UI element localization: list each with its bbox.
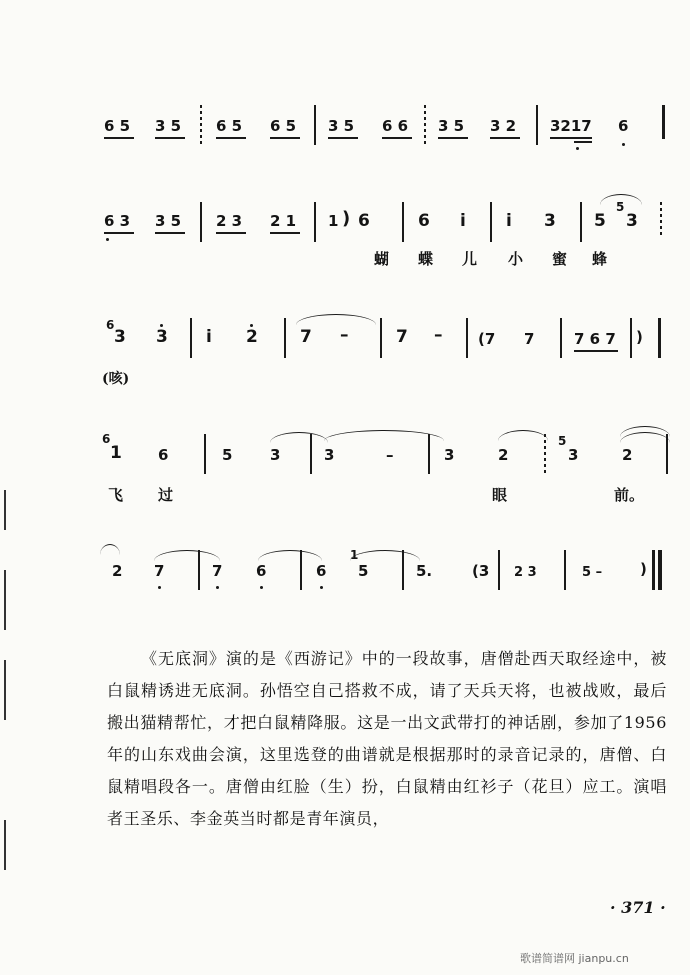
note: 3	[568, 446, 579, 464]
margin-line	[4, 660, 6, 720]
note: 3	[626, 211, 638, 231]
note: 6	[418, 211, 430, 231]
margin-line	[4, 570, 6, 630]
score-row-3	[100, 308, 675, 388]
watermark: 歌谱简谱网 jianpu.cn	[520, 952, 629, 965]
margin-line	[4, 490, 6, 530]
score-row-2	[100, 192, 675, 272]
note: i	[460, 211, 466, 231]
lyric: 前。	[614, 486, 645, 504]
note: 6	[358, 211, 370, 231]
note-group: 3 5	[438, 117, 465, 135]
note: 6	[316, 562, 327, 580]
note: 2	[622, 446, 633, 464]
note: 3	[444, 446, 455, 464]
note: i	[206, 327, 212, 347]
score-row-5	[100, 540, 675, 610]
body-paragraph	[107, 643, 667, 835]
note: 1	[328, 212, 339, 230]
lyric: 飞	[108, 486, 124, 504]
note: 5	[358, 562, 369, 580]
grace-note: 1	[350, 548, 359, 562]
note: 3	[156, 327, 168, 347]
note-group: 6 6	[382, 117, 409, 135]
note: 3	[114, 327, 126, 347]
note-group: 3217	[550, 117, 592, 135]
note-group: 2 3	[514, 565, 537, 580]
body-text: 《无底洞》演的是《西游记》中的一段故事，唐僧赴西天取经途中，被白鼠精诱进无底洞。孙悟空自己搭救不成，请了天兵天将，也被战败，最后搬出猫精帮忙，才把白鼠精降服。这是一出文武带打的神话剧，参加了1956年的山东戏曲会演，这里选登的曲谱就是根据那时的录音记录的，唐僧、白鼠精唱段各一。唐僧由红脸（生）扮，白鼠精由红衫子（花旦）应工。演唱者王圣乐、李金英当时都是青年演员，	[107, 649, 667, 828]
note: –	[386, 446, 394, 464]
note: 2	[246, 327, 258, 347]
lyric: 儿	[462, 250, 478, 268]
note: 2	[112, 562, 123, 580]
note-group: 3 2	[490, 117, 517, 135]
score-row-4	[100, 424, 675, 504]
grace-note: 6	[106, 318, 115, 332]
lyric: 眼	[492, 486, 508, 504]
note: )	[636, 328, 643, 346]
note: 3	[544, 211, 556, 231]
note-group: 6 5	[270, 117, 297, 135]
note: 6	[256, 562, 267, 580]
note: (7	[478, 330, 496, 348]
note-group: 6	[618, 117, 629, 135]
lyric: (咳)	[102, 371, 130, 387]
note-group: 6 3	[104, 212, 131, 230]
lyric: 蝴	[374, 250, 390, 268]
note-group: 3 5	[155, 117, 182, 135]
note: 7	[396, 327, 408, 347]
note-group: 6 5	[216, 117, 243, 135]
note: 7	[300, 327, 312, 347]
lyric: 过	[158, 486, 174, 504]
note-group: 5 –	[582, 565, 603, 580]
note: 5.	[416, 562, 433, 580]
margin-line	[4, 820, 6, 870]
lyric: 蜂	[592, 250, 608, 268]
note: 3	[270, 446, 281, 464]
note: )	[342, 208, 351, 229]
note-group: 3 5	[155, 212, 182, 230]
note-group: 3 5	[328, 117, 355, 135]
note-group: 2 1	[270, 212, 297, 230]
grace-note: 5	[558, 434, 567, 448]
note: 7	[524, 330, 535, 348]
note-group: 7 6 7	[574, 330, 616, 348]
note: (3	[472, 562, 490, 580]
note: 6	[158, 446, 169, 464]
score-row-1	[100, 105, 675, 175]
lyric: 蜜	[552, 250, 568, 268]
note: –	[434, 325, 443, 345]
grace-note: 5	[616, 200, 625, 214]
note: 5	[594, 211, 606, 231]
page-number: · 371 ·	[610, 898, 666, 917]
note: –	[340, 325, 349, 345]
note: 1	[110, 443, 122, 463]
note: )	[640, 560, 647, 578]
note: 2	[498, 446, 509, 464]
note: 7	[154, 562, 165, 580]
note-group: 6 5	[104, 117, 131, 135]
note: 3	[324, 446, 335, 464]
note: 5	[222, 446, 233, 464]
note: 7	[212, 562, 223, 580]
note: i	[506, 211, 512, 231]
note-group: 2 3	[216, 212, 243, 230]
grace-note: 6	[102, 432, 111, 446]
lyric: 小	[508, 250, 524, 268]
lyric: 蝶	[418, 250, 434, 268]
